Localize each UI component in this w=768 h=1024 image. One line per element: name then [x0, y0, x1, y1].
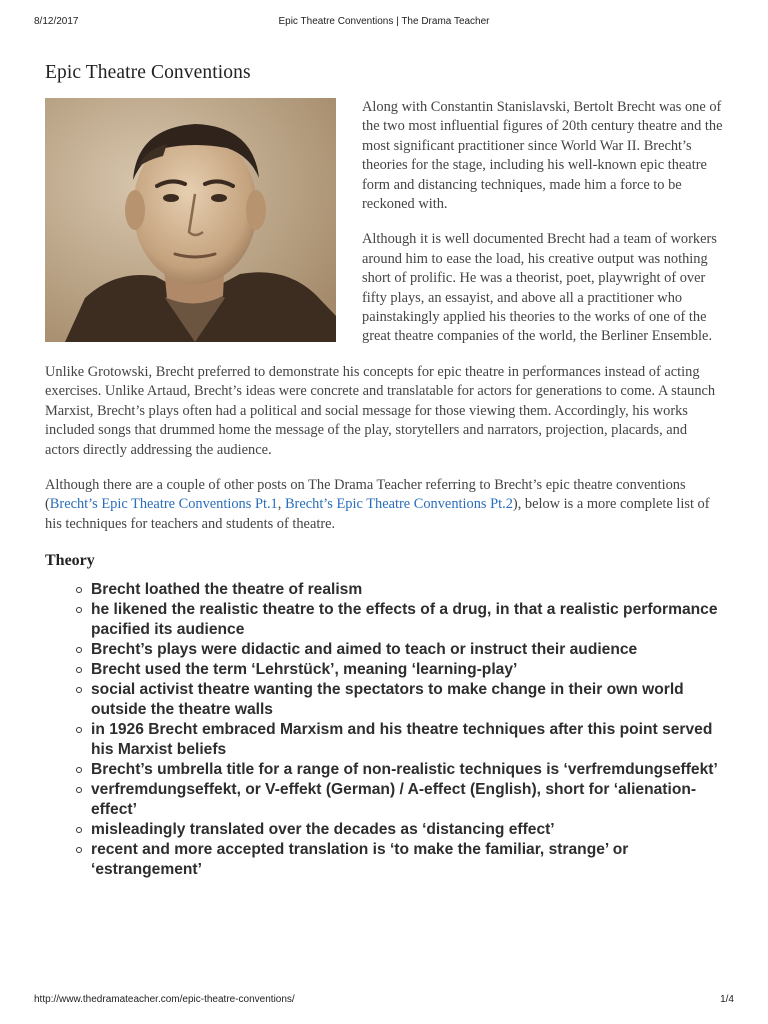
list-item-text: he likened the realistic theatre to the effects of a drug, in that a realistic performance pacified its audience [91, 601, 718, 639]
intro-paragraph-4 [45, 476, 723, 534]
print-footer [34, 994, 734, 1008]
list-item-text: Brecht used the term ‘Lehrstück’, meaning ‘learning-play’ [91, 661, 518, 679]
hollow-circle-bullet-icon [76, 847, 82, 853]
para4-text-before: Although there are a couple of other posts on The Drama Teacher referring to Brecht’s epic theatre conventions ( [45, 476, 686, 513]
list-item [91, 680, 723, 720]
list-item [91, 780, 723, 820]
list-item [91, 840, 723, 880]
para4-separator: , [277, 496, 285, 513]
list-item-text: Brecht loathed the theatre of realism [91, 581, 363, 599]
link-epic-conventions-pt2[interactable]: Brecht’s Epic Theatre Conventions Pt.2 [284, 496, 513, 513]
hollow-circle-bullet-icon [76, 587, 82, 593]
brecht-portrait-photo [45, 98, 336, 342]
hollow-circle-bullet-icon [76, 827, 82, 833]
print-date: 8/12/2017 [34, 16, 79, 27]
hollow-circle-bullet-icon [76, 787, 82, 793]
page-number: 1/4 [720, 994, 734, 1005]
list-item-text: verfremdungseffekt, or V-effekt (German) / A-effect (English), short for ‘alienation-effect’ [91, 781, 697, 819]
hollow-circle-bullet-icon [76, 687, 82, 693]
intro-paragraph-1: Along with Constantin Stanislavski, Bertolt Brecht was one of the two most influential figures of 20th century theatre and the most significant practitioner since World War II. Brecht’s theories for the stage, including his well-known epic theatre form and distancing techniques, made him a force to be reckoned with. [362, 99, 723, 213]
theory-list [45, 580, 723, 880]
hollow-circle-bullet-icon [76, 647, 82, 653]
list-item [91, 600, 723, 640]
print-header [34, 16, 734, 30]
article [45, 62, 723, 880]
list-item-text: in 1926 Brecht embraced Marxism and his theatre techniques after this point served his Marxist beliefs [91, 721, 713, 759]
list-item-text: Brecht’s umbrella title for a range of non-realistic techniques is ‘verfremdungseffekt’ [91, 761, 718, 779]
section-heading-theory: Theory [45, 552, 95, 570]
hollow-circle-bullet-icon [76, 607, 82, 613]
hollow-circle-bullet-icon [76, 767, 82, 773]
list-item-text: misleadingly translated over the decades as ‘distancing effect’ [91, 821, 555, 839]
list-item [91, 580, 723, 600]
list-item [91, 640, 723, 660]
link-epic-conventions-pt1[interactable]: Brecht’s Epic Theatre Conventions Pt.1 [49, 496, 278, 513]
para4-text-after: ), below is a more complete list of his techniques for teachers and students of theatre. [45, 496, 710, 532]
list-item-text: recent and more accepted translation is ‘to make the familiar, strange’ or ‘estrangement’ [91, 841, 629, 879]
list-item-text: Brecht’s plays were didactic and aimed to teach or instruct their audience [91, 641, 638, 659]
list-item-text: social activist theatre wanting the spectators to make change in their own world outside the theatre walls [91, 681, 684, 719]
print-url: http://www.thedramateacher.com/epic-theatre-conventions/ [34, 994, 295, 1005]
hollow-circle-bullet-icon [76, 727, 82, 733]
intro-paragraph-2: Although it is well documented Brecht had a team of workers around him to ease the load, his creative output was nothing short of prolific. He was a theorist, poet, playwright of over fifty plays, an essayist, and above all a practitioner who painstakingly applied his theories to the works of one of the great theatre companies of the world, the Berliner Ensemble. [362, 231, 717, 345]
list-item [91, 660, 723, 680]
article-heading: Epic Theatre Conventions [45, 62, 251, 83]
hollow-circle-bullet-icon [76, 667, 82, 673]
print-page-title: Epic Theatre Conventions | The Drama Teacher [278, 16, 490, 27]
list-item [91, 760, 723, 780]
list-item [91, 720, 723, 760]
list-item [91, 820, 723, 840]
intro-paragraph-3: Unlike Grotowski, Brecht preferred to demonstrate his concepts for epic theatre in performances instead of acting exercises. Unlike Artaud, Brecht’s ideas were concrete and translatable for actors for generations to come. A staunch Marxist, Brecht’s plays often had a political and social message for those viewing them. Accordingly, his works included songs that drummed home the message of the play, storytellers and narrators, projection, placards, and actors directly addressing the audience. [45, 363, 716, 458]
